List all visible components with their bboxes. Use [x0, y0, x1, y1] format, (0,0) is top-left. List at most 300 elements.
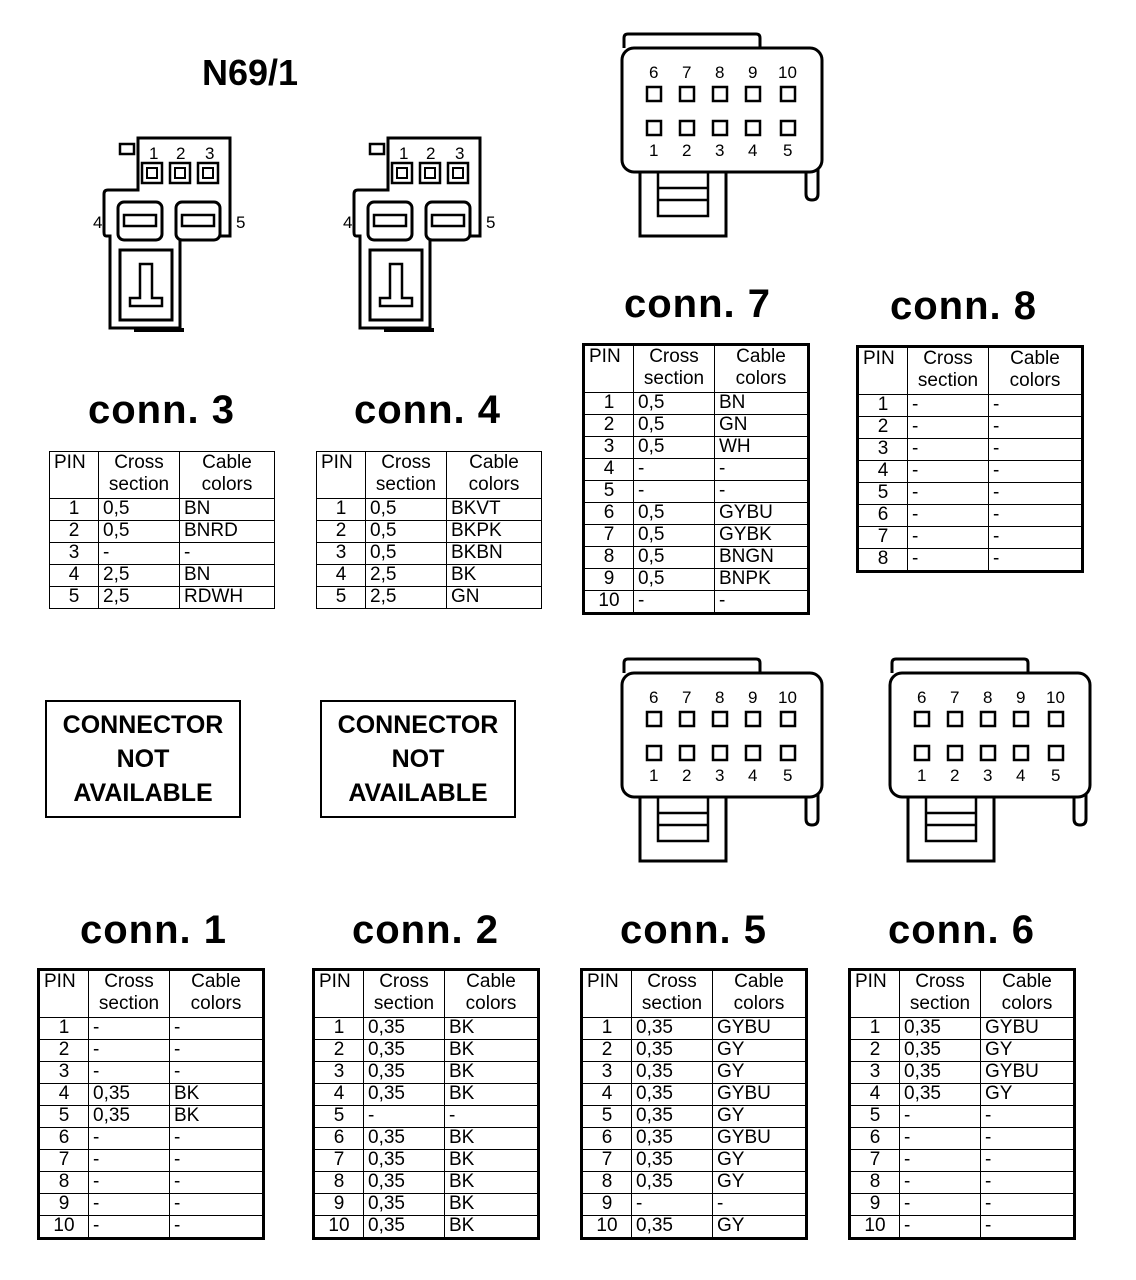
- header-color-line2: colors: [735, 368, 787, 389]
- na-line-1: CONNECTOR: [337, 711, 499, 739]
- cell-pin: 5: [584, 481, 634, 503]
- cell-pin: 7: [39, 1150, 89, 1172]
- connector-not-available-box: [45, 700, 241, 818]
- cell-cross: 0,35: [632, 1018, 713, 1040]
- cell-cross: 0,35: [900, 1062, 981, 1084]
- cell-pin: 9: [314, 1194, 364, 1216]
- header-cross-line2: section: [641, 993, 703, 1014]
- cell-cross: 0,35: [364, 1216, 445, 1239]
- header-pin: [314, 970, 364, 1018]
- table-row: [582, 1172, 807, 1194]
- pin-number-label: 3: [983, 766, 993, 785]
- table-row: [314, 1150, 539, 1172]
- table-row: [858, 395, 1083, 417]
- conn3-table: [49, 451, 275, 609]
- table-row: [314, 1040, 539, 1062]
- cell-cross: -: [908, 527, 989, 549]
- cell-color: GYBU: [715, 503, 809, 525]
- table-row: [850, 1084, 1075, 1106]
- cell-pin: 7: [858, 527, 908, 549]
- cell-color: -: [981, 1194, 1075, 1216]
- cell-color: -: [445, 1106, 539, 1128]
- cell-pin: 8: [39, 1172, 89, 1194]
- pin-number-label: 10: [778, 688, 797, 707]
- cell-pin: 3: [582, 1062, 632, 1084]
- header-cross-line2: section: [373, 993, 435, 1014]
- cell-color: -: [170, 1172, 264, 1194]
- cell-cross: 0,35: [364, 1084, 445, 1106]
- pin-number-label: 4: [1016, 766, 1026, 785]
- conn4-title: conn. 4: [354, 388, 502, 432]
- pin-number-label: 3: [205, 144, 215, 163]
- cell-cross: 0,5: [366, 499, 447, 521]
- cell-cross: -: [634, 591, 715, 614]
- header-pin-line1: PIN: [863, 348, 895, 369]
- table-row: [850, 1128, 1075, 1150]
- cell-pin: 1: [582, 1018, 632, 1040]
- cell-pin: 5: [858, 483, 908, 505]
- cell-color: -: [989, 439, 1083, 461]
- table-row: [317, 565, 542, 587]
- cell-pin: 3: [50, 543, 99, 565]
- cell-color: GY: [981, 1040, 1075, 1062]
- cell-color: -: [989, 417, 1083, 439]
- cell-color: -: [170, 1194, 264, 1216]
- cell-pin: 2: [850, 1040, 900, 1062]
- pin-number-label: 1: [149, 144, 159, 163]
- table-header-row: [850, 970, 1075, 1018]
- table-header-row: [582, 970, 807, 1018]
- table-row: [39, 1194, 264, 1216]
- cell-pin: 9: [39, 1194, 89, 1216]
- table-row: [39, 1106, 264, 1128]
- cell-pin: 10: [314, 1216, 364, 1239]
- table-row: [39, 1172, 264, 1194]
- cell-color: BK: [445, 1062, 539, 1084]
- cell-color: GY: [981, 1084, 1075, 1106]
- header-pin-line1: PIN: [321, 452, 353, 473]
- header-cross-line2: section: [108, 474, 170, 495]
- pin-number-label: 3: [455, 144, 465, 163]
- header-pin-line1: PIN: [855, 971, 887, 992]
- table-row: [858, 549, 1083, 572]
- pin-number-label: 2: [682, 141, 692, 160]
- table-row: [314, 1062, 539, 1084]
- cell-color: -: [715, 459, 809, 481]
- cell-cross: -: [900, 1216, 981, 1239]
- cell-color: -: [170, 1062, 264, 1084]
- cell-color: GYBK: [715, 525, 809, 547]
- table-row: [850, 1150, 1075, 1172]
- header-color-line2: colors: [733, 993, 785, 1014]
- header-pin: [858, 347, 908, 395]
- main-title: N69/1: [202, 52, 299, 93]
- cell-color: BK: [445, 1084, 539, 1106]
- pin-number-label: 7: [682, 688, 692, 707]
- cell-pin: 6: [39, 1128, 89, 1150]
- cell-pin: 10: [584, 591, 634, 614]
- na-line-2: NOT: [116, 745, 170, 773]
- cell-cross: 2,5: [366, 587, 447, 609]
- table-row: [582, 1216, 807, 1239]
- header-color: [170, 970, 264, 1018]
- table-row: [317, 543, 542, 565]
- cell-color: BNRD: [180, 521, 275, 543]
- header-cross-line2: section: [98, 993, 160, 1014]
- header-color: [715, 345, 809, 393]
- table-row: [314, 1128, 539, 1150]
- cell-pin: 2: [50, 521, 99, 543]
- cell-pin: 3: [317, 543, 366, 565]
- table-row: [39, 1150, 264, 1172]
- cell-color: GY: [713, 1106, 807, 1128]
- na-line-3: AVAILABLE: [348, 779, 488, 807]
- table-row: [582, 1106, 807, 1128]
- cell-color: -: [989, 395, 1083, 417]
- cell-color: GYBU: [713, 1084, 807, 1106]
- cell-cross: 0,5: [634, 569, 715, 591]
- cell-pin: 4: [314, 1084, 364, 1106]
- connector-drawing-conn5: [610, 655, 830, 870]
- header-color-line1: Cable: [1010, 348, 1060, 369]
- connector-not-available-box: [320, 700, 516, 818]
- table-row: [50, 499, 275, 521]
- na-line-3: AVAILABLE: [73, 779, 213, 807]
- cell-color: BK: [445, 1172, 539, 1194]
- cell-pin: 1: [850, 1018, 900, 1040]
- cell-color: GYBU: [981, 1018, 1075, 1040]
- header-cross-line1: Cross: [649, 346, 699, 367]
- table-row: [584, 569, 809, 591]
- table-row: [317, 499, 542, 521]
- conn5-table: [580, 968, 808, 1240]
- table-row: [582, 1018, 807, 1040]
- connector-drawing-conn7: [610, 30, 830, 245]
- cell-color: -: [170, 1040, 264, 1062]
- cell-pin: 10: [582, 1216, 632, 1239]
- cell-color: BK: [445, 1194, 539, 1216]
- table-row: [584, 415, 809, 437]
- table-row: [314, 1172, 539, 1194]
- header-cross: [364, 970, 445, 1018]
- cell-pin: 1: [858, 395, 908, 417]
- cell-cross: 0,5: [366, 543, 447, 565]
- table-row: [850, 1216, 1075, 1239]
- table-row: [582, 1150, 807, 1172]
- header-color: [989, 347, 1083, 395]
- header-cross: [366, 452, 447, 499]
- cell-color: GN: [447, 587, 542, 609]
- pin-number-label: 1: [917, 766, 927, 785]
- cell-pin: 2: [314, 1040, 364, 1062]
- cell-cross: 0,35: [364, 1018, 445, 1040]
- table-row: [39, 1216, 264, 1239]
- cell-color: WH: [715, 437, 809, 459]
- table-row: [584, 525, 809, 547]
- cell-pin: 2: [582, 1040, 632, 1062]
- table-row: [858, 439, 1083, 461]
- cell-cross: 0,5: [634, 437, 715, 459]
- conn6-title: conn. 6: [888, 908, 1036, 952]
- cell-cross: -: [634, 459, 715, 481]
- header-color: [445, 970, 539, 1018]
- table-row: [850, 1106, 1075, 1128]
- cell-color: BK: [447, 565, 542, 587]
- cell-color: BNGN: [715, 547, 809, 569]
- pin-number-label: 6: [649, 688, 659, 707]
- pin-number-label: 2: [176, 144, 186, 163]
- header-color-line1: Cable: [1002, 971, 1052, 992]
- cell-color: -: [981, 1150, 1075, 1172]
- cell-cross: -: [89, 1018, 170, 1040]
- connector-drawing-conn6: [878, 655, 1098, 870]
- pin-number-label: 9: [748, 688, 758, 707]
- table-row: [858, 527, 1083, 549]
- header-cross-line2: section: [909, 993, 971, 1014]
- cell-cross: 0,35: [89, 1106, 170, 1128]
- cell-cross: 2,5: [99, 587, 180, 609]
- table-row: [39, 1062, 264, 1084]
- pin-number-label: 3: [715, 766, 725, 785]
- table-header-row: [50, 452, 275, 499]
- cell-pin: 8: [584, 547, 634, 569]
- pin-number-label: 2: [682, 766, 692, 785]
- header-color-line2: colors: [465, 993, 517, 1014]
- pin-number-label: 5: [783, 766, 793, 785]
- pin-number-label: 1: [399, 144, 409, 163]
- cell-pin: 3: [314, 1062, 364, 1084]
- cell-cross: 0,35: [364, 1040, 445, 1062]
- table-row: [314, 1084, 539, 1106]
- cell-pin: 4: [582, 1084, 632, 1106]
- header-cross: [900, 970, 981, 1018]
- cell-color: GYBU: [981, 1062, 1075, 1084]
- header-cross: [634, 345, 715, 393]
- cell-cross: -: [900, 1128, 981, 1150]
- pin-number-label: 2: [950, 766, 960, 785]
- pin-number-label: 10: [778, 63, 797, 82]
- cell-pin: 3: [858, 439, 908, 461]
- cell-color: -: [989, 549, 1083, 572]
- cell-cross: -: [908, 395, 989, 417]
- table-row: [584, 437, 809, 459]
- header-pin-line1: PIN: [319, 971, 351, 992]
- cell-pin: 4: [584, 459, 634, 481]
- header-cross-line1: Cross: [647, 971, 697, 992]
- cell-color: -: [170, 1128, 264, 1150]
- cell-pin: 7: [850, 1150, 900, 1172]
- cell-cross: 0,35: [364, 1062, 445, 1084]
- cell-cross: -: [89, 1172, 170, 1194]
- header-cross-line2: section: [375, 474, 437, 495]
- pin-number-label: 3: [715, 141, 725, 160]
- cell-color: GY: [713, 1062, 807, 1084]
- cell-color: GYBU: [713, 1018, 807, 1040]
- table-row: [850, 1194, 1075, 1216]
- conn4-table: [316, 451, 542, 609]
- table-row: [317, 587, 542, 609]
- pin-number-label: 2: [426, 144, 436, 163]
- pin-number-label: 4: [93, 213, 103, 232]
- header-pin: [850, 970, 900, 1018]
- cell-color: BK: [445, 1128, 539, 1150]
- cell-cross: -: [364, 1106, 445, 1128]
- na-line-2: NOT: [391, 745, 445, 773]
- table-row: [314, 1216, 539, 1239]
- pin-number-label: 7: [950, 688, 960, 707]
- cell-cross: -: [89, 1128, 170, 1150]
- header-color: [713, 970, 807, 1018]
- header-color: [447, 452, 542, 499]
- table-row: [584, 547, 809, 569]
- cell-cross: -: [908, 461, 989, 483]
- header-cross-line1: Cross: [923, 348, 973, 369]
- cell-cross: 0,35: [632, 1062, 713, 1084]
- cell-pin: 6: [584, 503, 634, 525]
- cell-cross: -: [89, 1216, 170, 1239]
- cell-cross: 0,35: [632, 1084, 713, 1106]
- conn5-title: conn. 5: [620, 908, 768, 952]
- cell-cross: 0,35: [632, 1150, 713, 1172]
- cell-pin: 8: [850, 1172, 900, 1194]
- cell-color: BNPK: [715, 569, 809, 591]
- header-cross-line1: Cross: [381, 452, 431, 473]
- conn2-table: [312, 968, 540, 1240]
- table-row: [50, 565, 275, 587]
- conn1-table: [37, 968, 265, 1240]
- header-pin: [39, 970, 89, 1018]
- cell-pin: 10: [850, 1216, 900, 1239]
- cell-cross: -: [632, 1194, 713, 1216]
- pin-number-label: 4: [343, 213, 353, 232]
- cell-color: GY: [713, 1150, 807, 1172]
- cell-color: -: [713, 1194, 807, 1216]
- cell-cross: 0,35: [364, 1194, 445, 1216]
- header-cross-line1: Cross: [104, 971, 154, 992]
- table-row: [584, 481, 809, 503]
- cell-pin: 4: [858, 461, 908, 483]
- header-cross: [99, 452, 180, 499]
- cell-pin: 5: [317, 587, 366, 609]
- pin-number-label: 7: [682, 63, 692, 82]
- cell-pin: 4: [317, 565, 366, 587]
- cell-cross: -: [908, 549, 989, 572]
- na-line-1: CONNECTOR: [62, 711, 224, 739]
- table-row: [50, 543, 275, 565]
- table-row: [858, 505, 1083, 527]
- pin-number-label: 1: [649, 766, 659, 785]
- table-row: [858, 483, 1083, 505]
- header-color-line1: Cable: [734, 971, 784, 992]
- cell-pin: 8: [582, 1172, 632, 1194]
- table-row: [50, 587, 275, 609]
- pin-number-label: 5: [486, 213, 496, 232]
- cell-color: BK: [445, 1216, 539, 1239]
- cell-pin: 1: [317, 499, 366, 521]
- cell-color: -: [170, 1216, 264, 1239]
- cell-color: -: [989, 461, 1083, 483]
- cell-pin: 3: [39, 1062, 89, 1084]
- header-pin: [582, 970, 632, 1018]
- cell-pin: 1: [314, 1018, 364, 1040]
- cell-pin: 9: [850, 1194, 900, 1216]
- cell-cross: 0,35: [900, 1040, 981, 1062]
- header-cross-line1: Cross: [915, 971, 965, 992]
- cell-pin: 8: [314, 1172, 364, 1194]
- header-color-line1: Cable: [202, 452, 252, 473]
- cell-color: BKPK: [447, 521, 542, 543]
- cell-color: -: [981, 1128, 1075, 1150]
- header-color-line2: colors: [190, 993, 242, 1014]
- header-pin-line1: PIN: [587, 971, 619, 992]
- cell-cross: 0,35: [900, 1084, 981, 1106]
- header-cross-line2: section: [643, 368, 705, 389]
- conn8-title: conn. 8: [890, 284, 1038, 328]
- table-row: [314, 1194, 539, 1216]
- cell-cross: -: [908, 417, 989, 439]
- cell-color: BK: [170, 1084, 264, 1106]
- table-row: [39, 1084, 264, 1106]
- table-row: [850, 1062, 1075, 1084]
- cell-color: GYBU: [713, 1128, 807, 1150]
- cell-pin: 2: [858, 417, 908, 439]
- header-pin: [584, 345, 634, 393]
- pin-number-label: 8: [983, 688, 993, 707]
- cell-pin: 7: [584, 525, 634, 547]
- pin-number-label: 4: [748, 766, 758, 785]
- cell-color: BK: [170, 1106, 264, 1128]
- cell-color: RDWH: [180, 587, 275, 609]
- cell-pin: 1: [50, 499, 99, 521]
- cell-color: -: [981, 1172, 1075, 1194]
- table-row: [582, 1040, 807, 1062]
- cell-pin: 1: [584, 393, 634, 415]
- table-row: [584, 459, 809, 481]
- cell-cross: -: [89, 1062, 170, 1084]
- pin-number-label: 6: [649, 63, 659, 82]
- cell-color: -: [180, 543, 275, 565]
- pin-number-label: 5: [1051, 766, 1061, 785]
- cell-color: BK: [445, 1040, 539, 1062]
- cell-cross: -: [89, 1194, 170, 1216]
- header-cross-line1: Cross: [114, 452, 164, 473]
- conn8-table: [856, 345, 1084, 573]
- cell-color: GN: [715, 415, 809, 437]
- conn1-title: conn. 1: [80, 908, 228, 952]
- cell-pin: 3: [584, 437, 634, 459]
- header-color-line2: colors: [468, 474, 520, 495]
- header-cross-line1: Cross: [379, 971, 429, 992]
- header-cross-line2: section: [917, 370, 979, 391]
- cell-color: BN: [715, 393, 809, 415]
- cell-color: BKVT: [447, 499, 542, 521]
- pin-number-label: 10: [1046, 688, 1065, 707]
- conn7-table: [582, 343, 810, 615]
- header-color-line1: Cable: [736, 346, 786, 367]
- cell-cross: 0,5: [634, 393, 715, 415]
- cell-pin: 6: [850, 1128, 900, 1150]
- cell-cross: 0,35: [89, 1084, 170, 1106]
- cell-color: BN: [180, 499, 275, 521]
- table-header-row: [858, 347, 1083, 395]
- header-cross: [89, 970, 170, 1018]
- table-header-row: [314, 970, 539, 1018]
- table-row: [582, 1194, 807, 1216]
- cell-cross: -: [900, 1150, 981, 1172]
- cell-cross: 0,5: [99, 521, 180, 543]
- cell-cross: -: [89, 1150, 170, 1172]
- cell-color: BK: [445, 1150, 539, 1172]
